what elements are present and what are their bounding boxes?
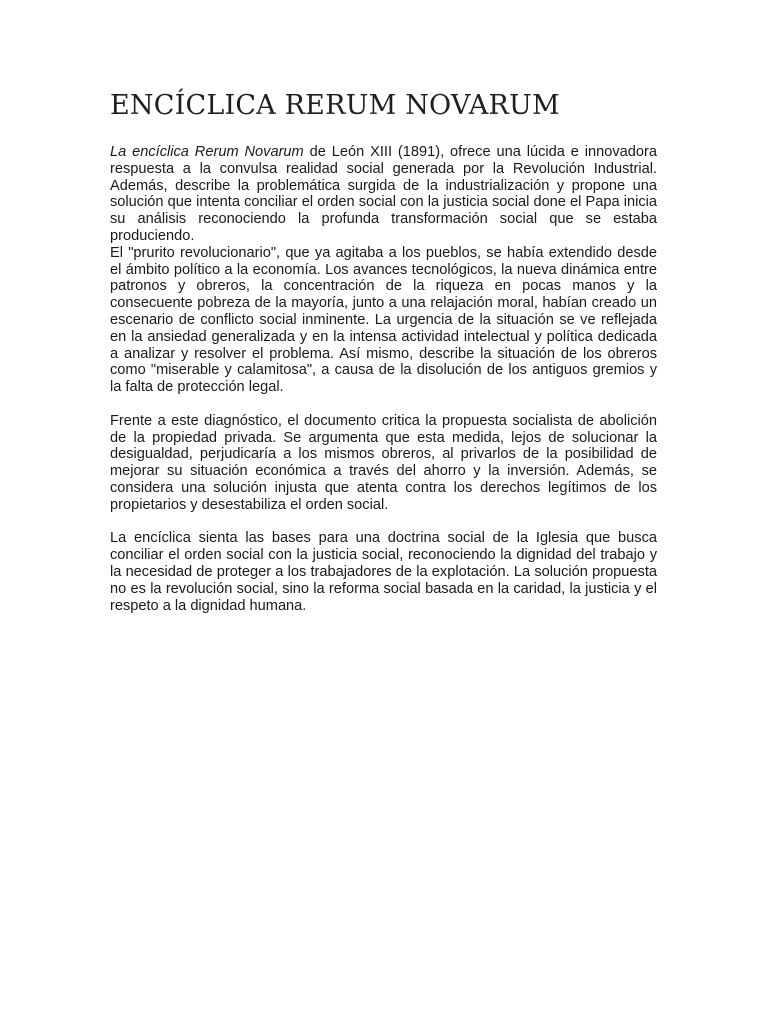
paragraph-4: La encíclica sienta las bases para una doctrina social de la Iglesia que busca conciliar el orden social con la justicia social, reconociendo la dignidad del trabajo y la necesidad de proteger a los trabajadores de la explotación. La solución propuesta no es la revolución social, sino la reforma social basada en la caridad, la justicia y el respeto a la dignidad humana. [110,530,657,614]
paragraph-spacer [110,514,657,531]
paragraph-3: Frente a este diagnóstico, el documento critica la propuesta socialista de abolición de la propiedad privada. Se argumenta que esta medida, lejos de solucionar la desigualdad, perjudicaría a los mismos obreros, al privarlos de la posibilidad de mejorar su situación económica a través del ahorro y la inversión. Además, se considera una solución injusta que atenta contra los derechos legítimos de los propietarios y desestabiliza el orden social. [110,412,657,513]
document-title: ENCÍCLICA RERUM NOVARUM [110,90,560,121]
document-page [110,88,657,614]
paragraph-2: El "prurito revolucionario", que ya agitaba a los pueblos, se había extendido desde el ámbito político a la economía. Los avances tecnológicos, la nueva dinámica entre patronos y obreros, la concentración de la riqueza en pocas manos y la consecuente pobreza de la mayoría, junto a una relajación moral, habían creado un escenario de conflicto social inminente. La urgencia de la situación se ve reflejada en la ansiedad generalizada y en la intensa actividad intelectual y política dedicada a analizar y resolver el problema. Así mismo, describe la situación de los obreros como "miserable y calamitosa", a causa de la disolución de los antiguos gremios y la falta de protección legal. [110,244,657,396]
paragraph-spacer [110,396,657,413]
paragraph-intro-text: de León XIII (1891), ofrece una lúcida e innovadora respuesta a la convulsa realidad social generada por la Revolución Industrial. Además, describe la problemática surgida de la industrialización y propone una solución que intenta conciliar el orden social con la justicia social done el Papa inicia su análisis reconociendo la profunda transformación social que se estaba produciendo. [110,144,657,244]
encyclical-name: La encíclica Rerum Novarum [110,144,304,160]
paragraph-intro [110,144,657,245]
